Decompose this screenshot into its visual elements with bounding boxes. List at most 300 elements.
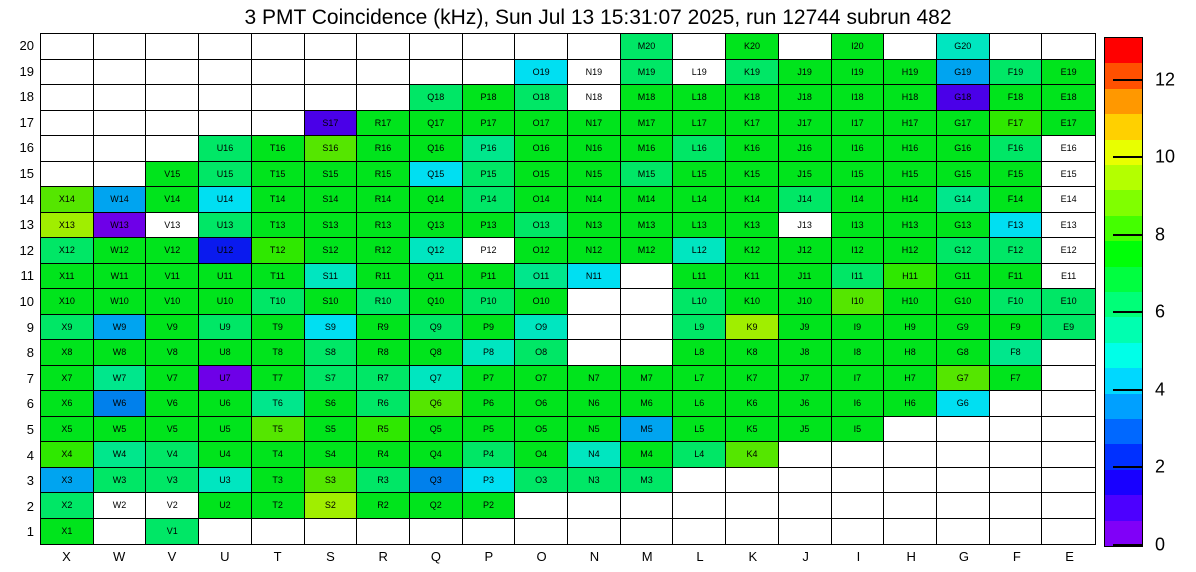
cell-I9: I9 xyxy=(832,315,885,341)
x-axis-label-W: W xyxy=(113,549,126,564)
cell-G16: G16 xyxy=(937,136,990,162)
cell-K6: K6 xyxy=(726,391,779,417)
colorbar-tick-label-2: 2 xyxy=(1155,456,1166,477)
cell-H6: H6 xyxy=(884,391,937,417)
cell-S18 xyxy=(305,85,358,111)
cell-J2 xyxy=(779,493,832,519)
cell-N7: N7 xyxy=(568,366,621,392)
cell-X3: X3 xyxy=(41,468,94,494)
colorbar-tick-8 xyxy=(1113,234,1143,236)
cell-F3 xyxy=(990,468,1043,494)
cell-V1: V1 xyxy=(146,519,199,545)
cell-J4 xyxy=(779,442,832,468)
cell-T10: T10 xyxy=(252,289,305,315)
cell-X19 xyxy=(41,60,94,86)
cell-T6: T6 xyxy=(252,391,305,417)
cell-M6: M6 xyxy=(621,391,674,417)
cell-P2: P2 xyxy=(463,493,516,519)
cell-N13: N13 xyxy=(568,213,621,239)
x-axis-label-T: T xyxy=(273,549,282,564)
colorbar-band-12 xyxy=(1105,215,1142,241)
cell-P15: P15 xyxy=(463,162,516,188)
cell-G13: G13 xyxy=(937,213,990,239)
cell-K20: K20 xyxy=(726,34,779,60)
cell-H19: H19 xyxy=(884,60,937,86)
cell-O16: O16 xyxy=(515,136,568,162)
x-axis-label-O: O xyxy=(536,549,547,564)
cell-H5 xyxy=(884,417,937,443)
cell-V2: V2 xyxy=(146,493,199,519)
cell-I5: I5 xyxy=(832,417,885,443)
cell-G10: G10 xyxy=(937,289,990,315)
cell-V8: V8 xyxy=(146,340,199,366)
cell-F17: F17 xyxy=(990,111,1043,137)
cell-S8: S8 xyxy=(305,340,358,366)
cell-Q6: Q6 xyxy=(410,391,463,417)
cell-L8: L8 xyxy=(673,340,726,366)
cell-P5: P5 xyxy=(463,417,516,443)
cell-M12: M12 xyxy=(621,238,674,264)
cell-J1 xyxy=(779,519,832,545)
x-axis-label-J: J xyxy=(802,549,809,564)
cell-V11: V11 xyxy=(146,264,199,290)
cell-T5: T5 xyxy=(252,417,305,443)
y-axis-label-2: 2 xyxy=(26,498,34,514)
cell-P10: P10 xyxy=(463,289,516,315)
chart-title: 3 PMT Coincidence (kHz), Sun Jul 13 15:31:07 2025, run 12744 subrun 482 xyxy=(244,6,952,29)
cell-E18: E18 xyxy=(1042,85,1095,111)
cell-I20: I20 xyxy=(832,34,885,60)
cell-J17: J17 xyxy=(779,111,832,137)
cell-X4: X4 xyxy=(41,442,94,468)
cell-V20 xyxy=(146,34,199,60)
cell-X20 xyxy=(41,34,94,60)
cell-T4: T4 xyxy=(252,442,305,468)
cell-U16: U16 xyxy=(199,136,252,162)
cell-X8: X8 xyxy=(41,340,94,366)
cell-R9: R9 xyxy=(357,315,410,341)
cell-H3 xyxy=(884,468,937,494)
x-axis-label-U: U xyxy=(220,549,230,564)
cell-S20 xyxy=(305,34,358,60)
cell-G14: G14 xyxy=(937,187,990,213)
cell-G15: G15 xyxy=(937,162,990,188)
cell-K17: K17 xyxy=(726,111,779,137)
cell-M18: M18 xyxy=(621,85,674,111)
cell-O13: O13 xyxy=(515,213,568,239)
x-axis-label-R: R xyxy=(378,549,388,564)
cell-P3: P3 xyxy=(463,468,516,494)
y-axis-label-13: 13 xyxy=(19,217,34,233)
colorbar-tick-label-0: 0 xyxy=(1155,534,1166,555)
cell-S7: S7 xyxy=(305,366,358,392)
cell-P17: P17 xyxy=(463,111,516,137)
colorbar-tick-label-6: 6 xyxy=(1155,301,1166,322)
cell-V18 xyxy=(146,85,199,111)
cell-H12: H12 xyxy=(884,238,937,264)
cell-L16: L16 xyxy=(673,136,726,162)
cell-F4 xyxy=(990,442,1043,468)
cell-M3: M3 xyxy=(621,468,674,494)
cell-G3 xyxy=(937,468,990,494)
cell-G8: G8 xyxy=(937,340,990,366)
cell-T13: T13 xyxy=(252,213,305,239)
y-axis-label-14: 14 xyxy=(19,191,34,207)
cell-J8: J8 xyxy=(779,340,832,366)
cell-F2 xyxy=(990,493,1043,519)
colorbar-band-4 xyxy=(1105,419,1142,445)
cell-S5: S5 xyxy=(305,417,358,443)
cell-L3 xyxy=(673,468,726,494)
cell-X10: X10 xyxy=(41,289,94,315)
cell-O9: O9 xyxy=(515,315,568,341)
cell-I6: I6 xyxy=(832,391,885,417)
cell-J16: J16 xyxy=(779,136,832,162)
cell-O20 xyxy=(515,34,568,60)
cell-K18: K18 xyxy=(726,85,779,111)
cell-V9: V9 xyxy=(146,315,199,341)
cell-S1 xyxy=(305,519,358,545)
cell-M4: M4 xyxy=(621,442,674,468)
y-axis-label-4: 4 xyxy=(26,447,34,463)
cell-R11: R11 xyxy=(357,264,410,290)
cell-R7: R7 xyxy=(357,366,410,392)
cell-E6 xyxy=(1042,391,1095,417)
cell-I3 xyxy=(832,468,885,494)
cell-L4: L4 xyxy=(673,442,726,468)
x-axis-label-L: L xyxy=(696,549,704,564)
y-axis-label-17: 17 xyxy=(19,114,34,130)
cell-F15: F15 xyxy=(990,162,1043,188)
cell-T9: T9 xyxy=(252,315,305,341)
cell-P6: P6 xyxy=(463,391,516,417)
cell-K8: K8 xyxy=(726,340,779,366)
cell-M1 xyxy=(621,519,674,545)
cell-W11: W11 xyxy=(94,264,147,290)
cell-N20 xyxy=(568,34,621,60)
cell-N15: N15 xyxy=(568,162,621,188)
cell-L20 xyxy=(673,34,726,60)
cell-S2: S2 xyxy=(305,493,358,519)
cell-P4: P4 xyxy=(463,442,516,468)
cell-N1 xyxy=(568,519,621,545)
cell-T12: T12 xyxy=(252,238,305,264)
cell-N16: N16 xyxy=(568,136,621,162)
cell-V6: V6 xyxy=(146,391,199,417)
x-axis-label-F: F xyxy=(1012,549,1021,564)
cell-F7: F7 xyxy=(990,366,1043,392)
cell-R8: R8 xyxy=(357,340,410,366)
cell-I16: I16 xyxy=(832,136,885,162)
cell-T8: T8 xyxy=(252,340,305,366)
cell-V14: V14 xyxy=(146,187,199,213)
cell-R20 xyxy=(357,34,410,60)
cell-E13: E13 xyxy=(1042,213,1095,239)
cell-W13: W13 xyxy=(94,213,147,239)
y-axis-label-7: 7 xyxy=(26,370,34,386)
cell-H9: H9 xyxy=(884,315,937,341)
cell-O6: O6 xyxy=(515,391,568,417)
y-axis-label-3: 3 xyxy=(26,473,34,489)
cell-L9: L9 xyxy=(673,315,726,341)
cell-W8: W8 xyxy=(94,340,147,366)
cell-O1 xyxy=(515,519,568,545)
cell-O8: O8 xyxy=(515,340,568,366)
cell-Q1 xyxy=(410,519,463,545)
cell-F11: F11 xyxy=(990,264,1043,290)
cell-G9: G9 xyxy=(937,315,990,341)
cell-W20 xyxy=(94,34,147,60)
cell-S11: S11 xyxy=(305,264,358,290)
cell-F9: F9 xyxy=(990,315,1043,341)
cell-F19: F19 xyxy=(990,60,1043,86)
cell-T1 xyxy=(252,519,305,545)
colorbar-band-5 xyxy=(1105,393,1142,419)
cell-X2: X2 xyxy=(41,493,94,519)
cell-K14: K14 xyxy=(726,187,779,213)
cell-K19: K19 xyxy=(726,60,779,86)
cell-J10: J10 xyxy=(779,289,832,315)
cell-R10: R10 xyxy=(357,289,410,315)
colorbar-band-7 xyxy=(1105,342,1142,368)
cell-T2: T2 xyxy=(252,493,305,519)
cell-V4: V4 xyxy=(146,442,199,468)
cell-W4: W4 xyxy=(94,442,147,468)
cell-S9: S9 xyxy=(305,315,358,341)
cell-L12: L12 xyxy=(673,238,726,264)
cell-H8: H8 xyxy=(884,340,937,366)
cell-L19: L19 xyxy=(673,60,726,86)
cell-J12: J12 xyxy=(779,238,832,264)
cell-V5: V5 xyxy=(146,417,199,443)
cell-M2 xyxy=(621,493,674,519)
cell-E16: E16 xyxy=(1042,136,1095,162)
cell-M14: M14 xyxy=(621,187,674,213)
cell-G17: G17 xyxy=(937,111,990,137)
cell-S15: S15 xyxy=(305,162,358,188)
cell-M10 xyxy=(621,289,674,315)
cell-W9: W9 xyxy=(94,315,147,341)
cell-W7: W7 xyxy=(94,366,147,392)
cell-Q7: Q7 xyxy=(410,366,463,392)
y-axis-label-12: 12 xyxy=(19,242,34,258)
cell-R13: R13 xyxy=(357,213,410,239)
cell-E3 xyxy=(1042,468,1095,494)
cell-J6: J6 xyxy=(779,391,832,417)
cell-V12: V12 xyxy=(146,238,199,264)
x-axis-label-Q: Q xyxy=(430,549,442,564)
cell-E2 xyxy=(1042,493,1095,519)
cell-S17: S17 xyxy=(305,111,358,137)
cell-X5: X5 xyxy=(41,417,94,443)
cell-V3: V3 xyxy=(146,468,199,494)
cell-I7: I7 xyxy=(832,366,885,392)
cell-G1 xyxy=(937,519,990,545)
cell-K16: K16 xyxy=(726,136,779,162)
y-axis-label-10: 10 xyxy=(19,294,34,309)
colorbar-band-18 xyxy=(1105,63,1142,89)
cell-R6: R6 xyxy=(357,391,410,417)
cell-L10: L10 xyxy=(673,289,726,315)
cell-W17 xyxy=(94,111,147,137)
cell-X15 xyxy=(41,162,94,188)
cell-L13: L13 xyxy=(673,213,726,239)
cell-U10: U10 xyxy=(199,289,252,315)
cell-W10: W10 xyxy=(94,289,147,315)
cell-G7: G7 xyxy=(937,366,990,392)
cell-T16: T16 xyxy=(252,136,305,162)
cell-J11: J11 xyxy=(779,264,832,290)
cell-J13: J13 xyxy=(779,213,832,239)
cell-F5 xyxy=(990,417,1043,443)
cell-T20 xyxy=(252,34,305,60)
cell-W14: W14 xyxy=(94,187,147,213)
cell-K12: K12 xyxy=(726,238,779,264)
cell-M13: M13 xyxy=(621,213,674,239)
cell-U2: U2 xyxy=(199,493,252,519)
cell-E7 xyxy=(1042,366,1095,392)
colorbar-band-11 xyxy=(1105,241,1142,267)
cell-I19: I19 xyxy=(832,60,885,86)
cell-S19 xyxy=(305,60,358,86)
colorbar-band-1 xyxy=(1105,495,1142,521)
y-axis-label-11: 11 xyxy=(20,268,34,284)
cell-P20 xyxy=(463,34,516,60)
colorbar-tick-6 xyxy=(1113,311,1143,313)
cell-E14: E14 xyxy=(1042,187,1095,213)
cell-F6 xyxy=(990,391,1043,417)
cell-J18: J18 xyxy=(779,85,832,111)
cell-H1 xyxy=(884,519,937,545)
x-axis-label-N: N xyxy=(589,549,600,564)
cell-X12: X12 xyxy=(41,238,94,264)
cell-S12: S12 xyxy=(305,238,358,264)
y-axis-label-8: 8 xyxy=(26,345,34,361)
cell-J19: J19 xyxy=(779,60,832,86)
cell-R14: R14 xyxy=(357,187,410,213)
cell-L6: L6 xyxy=(673,391,726,417)
cell-N9 xyxy=(568,315,621,341)
cell-E19: E19 xyxy=(1042,60,1095,86)
cell-H15: H15 xyxy=(884,162,937,188)
cell-T17 xyxy=(252,111,305,137)
cell-N4: N4 xyxy=(568,442,621,468)
cell-O17: O17 xyxy=(515,111,568,137)
colorbar-band-9 xyxy=(1105,292,1142,318)
y-axis-label-18: 18 xyxy=(19,89,34,105)
cell-T11: T11 xyxy=(252,264,305,290)
cell-X13: X13 xyxy=(41,213,94,239)
cell-P9: P9 xyxy=(463,315,516,341)
cell-M7: M7 xyxy=(621,366,674,392)
cell-F1 xyxy=(990,519,1043,545)
cell-N14: N14 xyxy=(568,187,621,213)
cell-V10: V10 xyxy=(146,289,199,315)
x-axis-label-I: I xyxy=(856,549,861,564)
cell-E8 xyxy=(1042,340,1095,366)
colorbar-band-2 xyxy=(1105,469,1142,495)
cell-I15: I15 xyxy=(832,162,885,188)
cell-P13: P13 xyxy=(463,213,516,239)
cell-M16: M16 xyxy=(621,136,674,162)
x-axis-label-H: H xyxy=(906,549,916,564)
cell-F12: F12 xyxy=(990,238,1043,264)
cell-M11 xyxy=(621,264,674,290)
cell-Q3: Q3 xyxy=(410,468,463,494)
cell-K4: K4 xyxy=(726,442,779,468)
colorbar-band-17 xyxy=(1105,88,1142,114)
cell-L17: L17 xyxy=(673,111,726,137)
cell-W15 xyxy=(94,162,147,188)
cell-Q9: Q9 xyxy=(410,315,463,341)
cell-M9 xyxy=(621,315,674,341)
cell-E5 xyxy=(1042,417,1095,443)
cell-U13: U13 xyxy=(199,213,252,239)
cell-L2 xyxy=(673,493,726,519)
cell-F20 xyxy=(990,34,1043,60)
cell-K13: K13 xyxy=(726,213,779,239)
x-axis-label-G: G xyxy=(958,549,970,564)
cell-U9: U9 xyxy=(199,315,252,341)
cell-W12: W12 xyxy=(94,238,147,264)
cell-U17 xyxy=(199,111,252,137)
colorbar-band-0 xyxy=(1105,520,1142,546)
y-axis-label-6: 6 xyxy=(26,396,34,412)
cell-G4 xyxy=(937,442,990,468)
x-axis-label-P: P xyxy=(484,549,494,564)
cell-N5: N5 xyxy=(568,417,621,443)
cell-M5: M5 xyxy=(621,417,674,443)
cell-W5: W5 xyxy=(94,417,147,443)
colorbar-tick-label-12: 12 xyxy=(1155,69,1176,90)
cell-U1 xyxy=(199,519,252,545)
cell-E1 xyxy=(1042,519,1095,545)
cell-U3: U3 xyxy=(199,468,252,494)
colorbar-tick-label-4: 4 xyxy=(1155,379,1166,400)
cell-W6: W6 xyxy=(94,391,147,417)
cell-R19 xyxy=(357,60,410,86)
cell-X7: X7 xyxy=(41,366,94,392)
cell-I11: I11 xyxy=(832,264,885,290)
cell-O5: O5 xyxy=(515,417,568,443)
cell-Q15: Q15 xyxy=(410,162,463,188)
cell-U18 xyxy=(199,85,252,111)
cell-F13: F13 xyxy=(990,213,1043,239)
cell-L5: L5 xyxy=(673,417,726,443)
colorbar-band-14 xyxy=(1105,165,1142,191)
cell-E4 xyxy=(1042,442,1095,468)
cell-I18: I18 xyxy=(832,85,885,111)
cell-S4: S4 xyxy=(305,442,358,468)
cell-K15: K15 xyxy=(726,162,779,188)
cell-O19: O19 xyxy=(515,60,568,86)
cell-S13: S13 xyxy=(305,213,358,239)
cell-U4: U4 xyxy=(199,442,252,468)
cell-L11: L11 xyxy=(673,264,726,290)
cell-T14: T14 xyxy=(252,187,305,213)
cell-Q16: Q16 xyxy=(410,136,463,162)
cell-X1: X1 xyxy=(41,519,94,545)
cell-U19 xyxy=(199,60,252,86)
cell-H2 xyxy=(884,493,937,519)
cell-Q12: Q12 xyxy=(410,238,463,264)
cell-T7: T7 xyxy=(252,366,305,392)
cell-O18: O18 xyxy=(515,85,568,111)
cell-R5: R5 xyxy=(357,417,410,443)
cell-X9: X9 xyxy=(41,315,94,341)
cell-V13: V13 xyxy=(146,213,199,239)
cell-G19: G19 xyxy=(937,60,990,86)
